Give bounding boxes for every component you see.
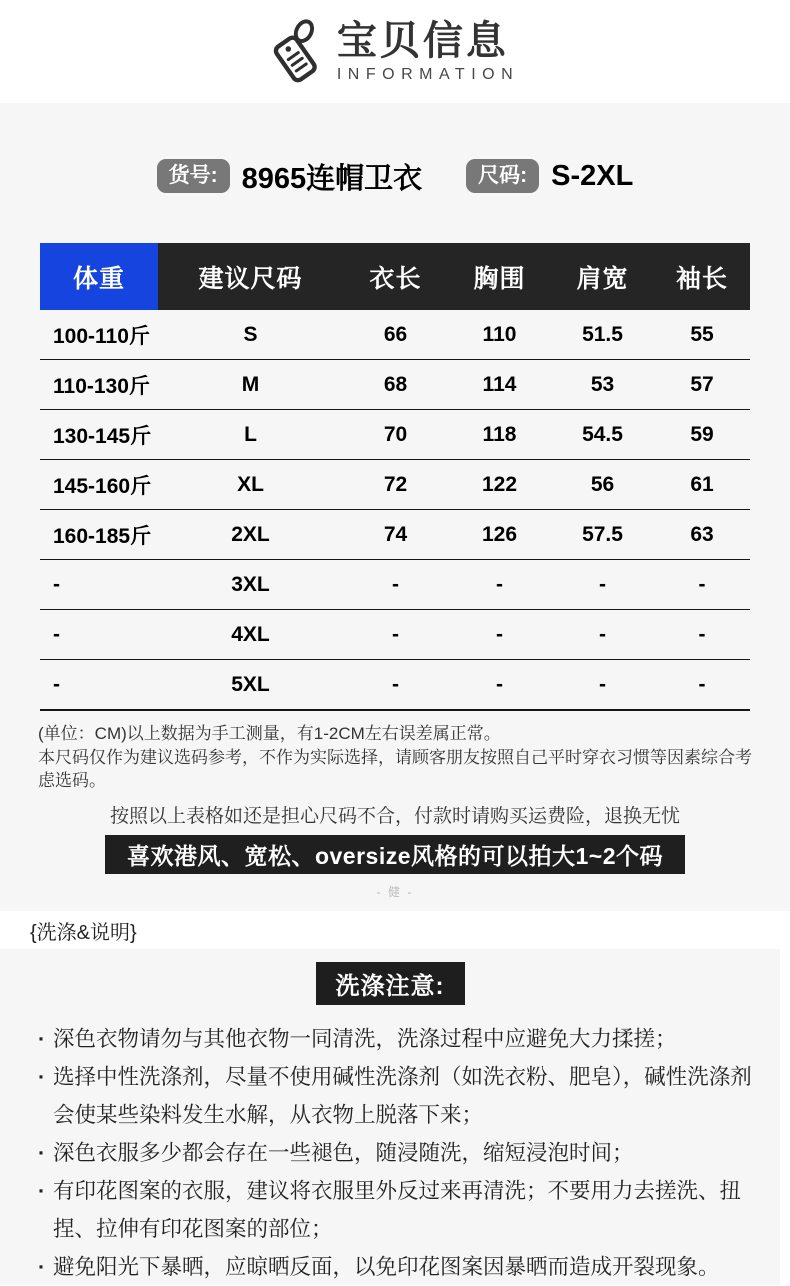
table-header-cell: 衣长 [343, 243, 448, 310]
table-cell: 160-185斤 [53, 524, 152, 548]
price-tag-icon [271, 18, 323, 86]
table-cell: 74 [383, 522, 408, 546]
wash-bullet-item: · 选择中性洗涤剂，尽量不使用碱性洗涤剂（如洗衣粉、肥皂），碱性洗涤剂会使某些染料发生水解，从衣物上脱落下来； [38, 1058, 752, 1134]
table-cell: S [243, 322, 258, 346]
table-cell: 51.5 [582, 322, 623, 346]
table-cell: 61 [690, 472, 714, 496]
title-block [337, 20, 519, 84]
table-cell: M [241, 372, 260, 396]
table-row [40, 460, 750, 510]
table-header-cell: 袖长 [654, 243, 750, 310]
washing-section [0, 949, 780, 1285]
table-cell: 53 [590, 372, 615, 396]
note-size-advice: 本尺码仅作为建议选码参考，不作为实际选择，请顾客朋友按照自己平时穿衣习惯等因素综合考虑选码。 [38, 748, 752, 790]
table-cell: - [53, 572, 60, 596]
table-cell: - [496, 672, 503, 696]
wash-bullet-item: · 深色衣服多少都会存在一些褪色，随浸随洗，缩短浸泡时间； [38, 1134, 752, 1172]
table-cell: 118 [482, 422, 517, 446]
table-row [40, 560, 750, 610]
size-table-header [40, 243, 750, 310]
table-cell: 5XL [231, 672, 270, 696]
oversize-tip-banner: 喜欢港风、宽松、oversize风格的可以拍大1~2个码 [105, 835, 685, 874]
table-cell: - [392, 672, 399, 696]
table-row [40, 510, 750, 560]
size-notes [0, 711, 790, 792]
table-cell: 130-145斤 [53, 424, 152, 448]
table-cell: 114 [482, 372, 517, 396]
table-cell: - [392, 622, 399, 646]
table-cell: - [599, 672, 606, 696]
table-cell: - [496, 622, 503, 646]
watermark-text: - 健 - [376, 885, 414, 899]
table-cell: 2XL [231, 522, 270, 546]
note-freight-insurance: 按照以上表格如还是担心尺码不合，付款时请购买运费险，退换无忧 [109, 806, 680, 827]
size-info-section [0, 103, 790, 911]
table-row [40, 410, 750, 460]
wash-bullet-item: · 深色衣物请勿与其他衣物一同清洗，洗涤过程中应避免大力揉搓； [38, 1020, 752, 1058]
wash-bullet-item: · 避免阳光下暴晒，应晾晒反面，以免印花图案因暴晒而造成开裂现象。 [38, 1248, 752, 1286]
table-cell: - [698, 622, 706, 646]
size-range-value: S-2XL [551, 159, 634, 192]
table-cell: 59 [690, 422, 714, 446]
table-cell: - [599, 572, 606, 596]
table-row [40, 360, 750, 410]
table-cell: XL [237, 472, 264, 496]
page-subtitle: INFORMATION [336, 65, 520, 83]
note-measure-unit: (单位：CM)以上数据为手工测量，有1-2CM左右误差属正常。 [38, 724, 501, 743]
table-row [40, 660, 750, 711]
table-header-cell: 肩宽 [551, 243, 654, 310]
wash-bullet-item: · 有印花图案的衣服，建议将衣服里外反过来再清洗；不要用力去搓洗、扭捏、拉伸有印花图案的部位； [38, 1172, 752, 1248]
table-cell: 145-160斤 [53, 474, 152, 498]
size-range-badge: 尺码: [466, 159, 539, 192]
table-cell: 55 [690, 322, 714, 346]
table-cell: - [698, 572, 706, 596]
wash-bullet-list [38, 1020, 752, 1286]
table-cell: - [496, 572, 503, 596]
table-cell: 68 [383, 372, 408, 396]
table-cell: - [53, 622, 60, 646]
product-info-row [0, 156, 790, 196]
wash-section-label: {洗涤&说明} [30, 921, 137, 944]
page-title: 宝贝信息 [336, 18, 509, 63]
table-cell: L [244, 422, 257, 446]
page-header [0, 0, 790, 103]
table-cell: 57 [690, 372, 714, 396]
item-number-value: 8965连帽卫衣 [241, 162, 423, 195]
table-cell: 57.5 [582, 522, 623, 546]
table-cell: 66 [383, 322, 408, 346]
table-cell: 70 [383, 422, 408, 446]
table-cell: 122 [481, 472, 518, 496]
wash-section-label-band [0, 911, 790, 949]
table-cell: 56 [590, 472, 615, 496]
table-cell: 100-110斤 [53, 324, 150, 348]
table-cell: 54.5 [582, 422, 623, 446]
item-number-badge: 货号: [157, 159, 230, 192]
table-cell: 72 [383, 472, 408, 496]
table-cell: 63 [690, 522, 714, 546]
table-header-cell: 胸围 [448, 243, 551, 310]
size-chart-table [40, 243, 750, 711]
table-cell: 110-130斤 [53, 374, 150, 398]
table-cell: 4XL [231, 622, 270, 646]
table-cell: 126 [481, 522, 518, 546]
table-header-cell: 体重 [40, 243, 158, 310]
table-cell: 3XL [231, 572, 270, 596]
table-cell: - [53, 672, 60, 696]
table-row [40, 610, 750, 660]
table-header-cell: 建议尺码 [158, 243, 343, 310]
table-cell: 110 [482, 322, 517, 346]
table-row [40, 310, 750, 360]
table-cell: - [599, 622, 606, 646]
table-cell: - [392, 572, 399, 596]
wash-notice-title: 洗涤注意: [316, 962, 465, 1005]
size-table-body [40, 310, 750, 711]
table-cell: - [698, 672, 706, 696]
